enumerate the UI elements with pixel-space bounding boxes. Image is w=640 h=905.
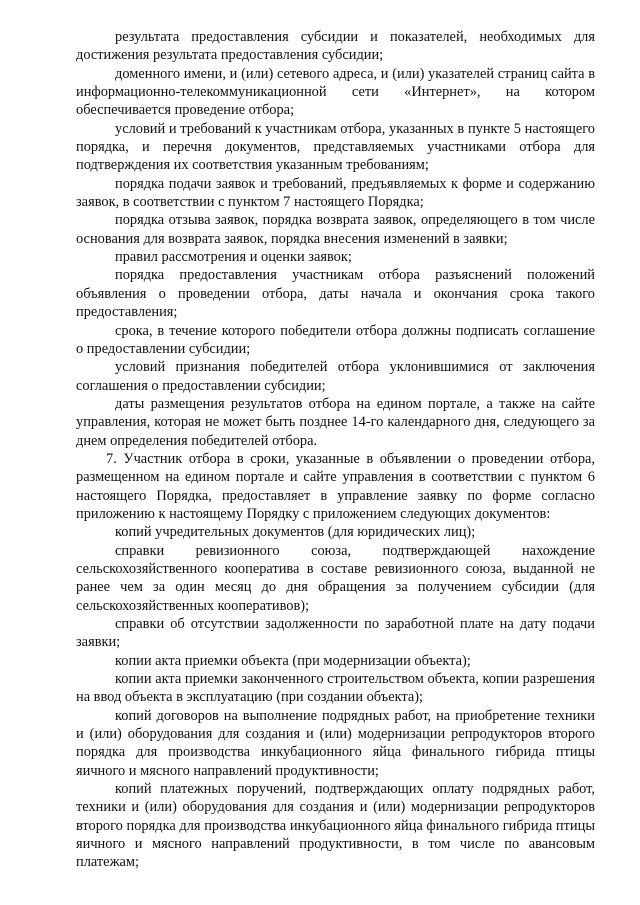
paragraph-payment-orders: копий платежных поручений, подтверждающих оплату подрядных работ, техники и (или) оборудования для создания и (или) модернизации репродукторов второго порядка для производства инкубационного яйца финального гибрида птицы яичного и мясного направлений продуктивности, в том числе по авансовым платежам;	[76, 781, 595, 871]
paragraph-contract-copies: копий договоров на выполнение подрядных работ, на приобретение техники и (или) оборудования для создания и (или) модернизации репродукторов второго порядка для производства инкубационного яйца финального гибрида птицы яичного и мясного направлений продуктивности;	[76, 707, 595, 779]
paragraph-no-wage-arrears: справки об отсутствии задолженности по заработной плате на дату подачи заявки;	[76, 616, 595, 651]
paragraph-participant-requirements: условий и требований к участникам отбора, указанных в пункте 5 настоящего порядка, и перечня документов, представляемых участниками отбора для подтверждения их соответствия указанным требованиям;	[76, 120, 595, 174]
paragraph-result-indicators: результата предоставления субсидии и показателей, необходимых для достижения результата предоставления субсидии;	[76, 29, 595, 64]
paragraph-founding-documents: копий учредительных документов (для юридических лиц);	[115, 524, 476, 541]
paragraph-application-submission: порядка подачи заявок и требований, предъявляемых к форме и содержанию заявок, в соответствии с пунктом 7 настоящего Порядка;	[76, 175, 595, 211]
paragraph-agreement-term: срока, в течение которого победители отбора должны подписать соглашение о предоставлении субсидии;	[76, 322, 595, 357]
document-page	[76, 28, 595, 872]
paragraph-construction-acceptance: копии акта приемки законченного строительством объекта, копии разрешения на ввод объекта в эксплуатацию (при создании объекта);	[76, 671, 595, 706]
paragraph-domain-name: доменного имени, и (или) сетевого адреса, и (или) указателей страниц сайта в информационно-телекоммуникационной сети «Интернет», на котором обеспечивается проведение отбора;	[76, 65, 595, 119]
paragraph-item-7: 7. Участник отбора в сроки, указанные в объявлении о проведении отбора, размещенном на едином портале и сайте управления в соответствии с пунктом 6 настоящего Порядка, предоставляет в управление заявку по форме согласно приложению к настоящему Порядку с приложением следующих документов:	[76, 450, 595, 522]
paragraph-evasion-conditions: условий признания победителей отбора уклонившимися от заключения соглашения о предоставлении субсидии;	[76, 359, 595, 394]
paragraph-application-withdrawal: порядка отзыва заявок, порядка возврата заявок, определяющего в том числе основания для возврата заявок, порядка внесения изменений в заявки;	[76, 212, 595, 247]
paragraph-clarifications: порядка предоставления участникам отбора разъяснений положений объявления о проведении отбора, даты начала и окончания срока такого предоставления;	[76, 267, 595, 321]
paragraph-evaluation-rules: правил рассмотрения и оценки заявок;	[115, 249, 352, 266]
paragraph-results-publication: даты размещения результатов отбора на едином портале, а также на сайте управления, которая не может быть позднее 14-го календарного дня, следующего за днем определения победителей отбора.	[76, 395, 595, 449]
paragraph-acceptance-act: копии акта приемки объекта (при модернизации объекта);	[115, 652, 471, 669]
paragraph-audit-union-certificate: справки ревизионного союза, подтверждающей нахождение сельскохозяйственного кооператива в составе ревизионного союза, выданной не ранее чем за один месяц до дня обращения за получением субсидии (для сельскохозяйственных кооперативов);	[76, 542, 595, 614]
